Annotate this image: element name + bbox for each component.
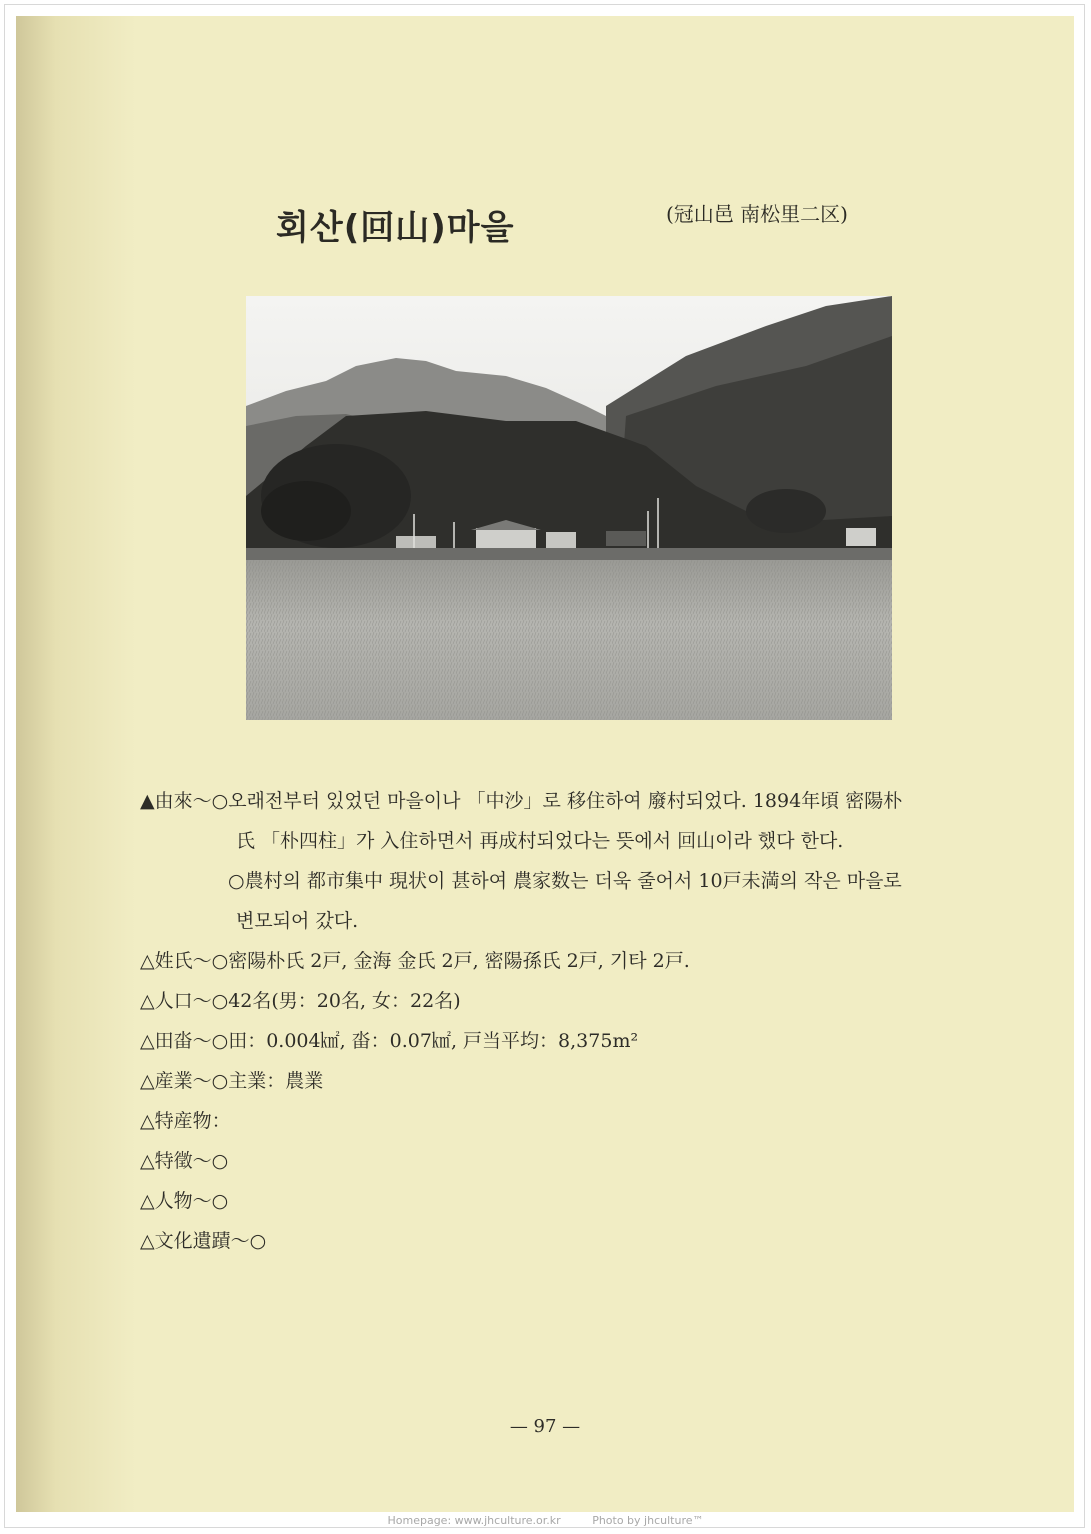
village-photo — [246, 296, 892, 720]
page-number: — 97 — — [509, 1416, 581, 1437]
population-line: △人口～○42名(男：20名, 女：22名) — [140, 990, 461, 1012]
industry-line: △産業～○主業：農業 — [140, 1070, 324, 1092]
origin-line-4: 변모되어 갔다. — [236, 910, 359, 932]
homepage-link[interactable]: Homepage: www.jhculture.or.kr — [387, 1514, 561, 1527]
features-line: △特徵～○ — [140, 1150, 229, 1172]
location-subtitle: (冠山邑 南松里二区) — [666, 202, 848, 226]
origin-line-1: ▲由來～○오래전부터 있었던 마을이나 「中沙」로 移住하여 廢村되었다. 1894年頃 密陽朴 — [140, 790, 903, 812]
village-landscape-image — [246, 296, 892, 720]
fields-line: △田畓～○田：0.004㎢, 畓：0.07㎢, 戸当平均：8,375m² — [140, 1030, 639, 1052]
page-title: 회산(回山)마을 — [276, 208, 515, 248]
footer-credits — [0, 1514, 1091, 1527]
heritage-line: △文化遺蹟～○ — [140, 1230, 267, 1252]
village-info — [140, 781, 1020, 1261]
people-line: △人物～○ — [140, 1190, 229, 1212]
specialty-line: △特産物： — [140, 1110, 231, 1132]
photo-credit: Photo by jhculture™ — [592, 1514, 704, 1527]
origin-line-2: 氏 「朴四柱」가 入住하면서 再成村되었다는 뜻에서 回山이라 했다 한다. — [236, 830, 844, 852]
origin-line-3: ○農村의 都市集中 現状이 甚하여 農家数는 더욱 줄어서 10戸未満의 작은 마을로 — [228, 870, 902, 892]
document-page — [16, 16, 1074, 1512]
surname-line: △姓氏～○密陽朴氏 2戸, 金海 金氏 2戸, 密陽孫氏 2戸, 기타 2戸. — [140, 950, 690, 972]
